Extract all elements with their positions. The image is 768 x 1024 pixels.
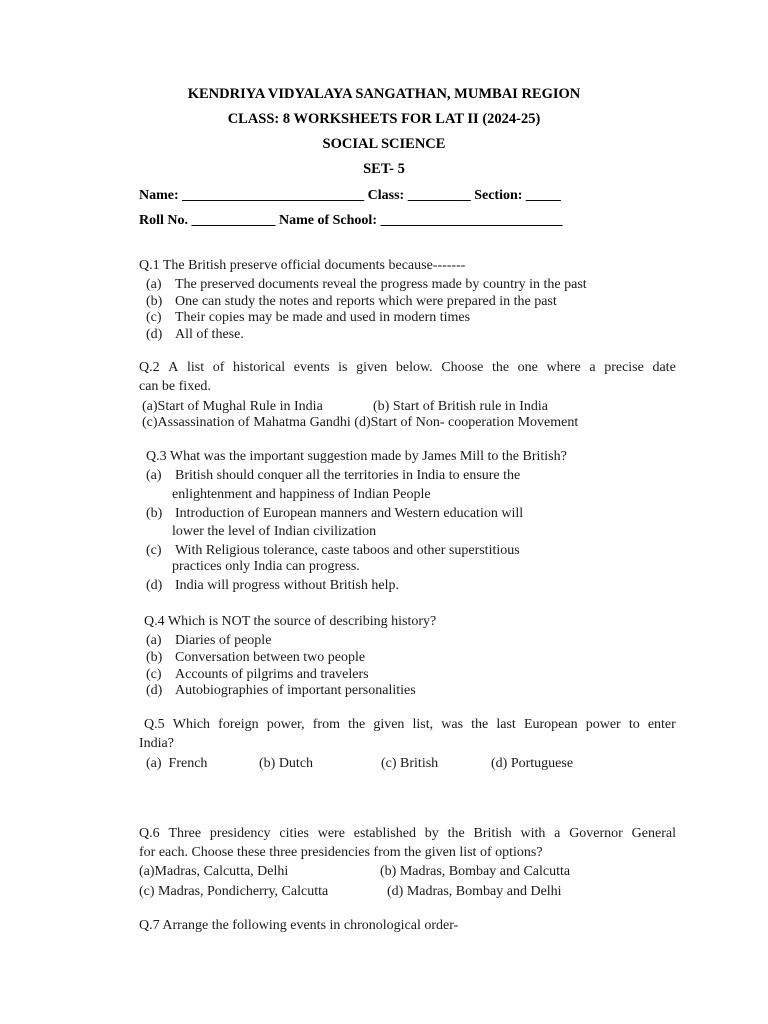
q4-option-b: (b) Conversation between two people <box>146 650 366 665</box>
q1-option-b: (b) One can study the notes and reports which were prepared in the past <box>146 294 557 309</box>
q6-option-b: (b) Madras, Bombay and Calcutta <box>380 864 571 879</box>
q3-question: Q.3 What was the important suggestion made by James Mill to the British? <box>146 449 567 464</box>
name-class-section-row: Name: __________________________ Class: _________ Section: _____ <box>139 188 561 203</box>
q3-option-b: (b) Introduction of European manners and Western education will <box>146 506 524 521</box>
worksheet-title: CLASS: 8 WORKSHEETS FOR LAT II (2024-25) <box>227 111 541 127</box>
q4-option-c: (c) Accounts of pilgrims and travelers <box>146 667 369 682</box>
school-title: KENDRIYA VIDYALAYA SANGATHAN, MUMBAI REGION <box>187 86 581 102</box>
q5-option-c: (c) British <box>381 756 439 771</box>
q4-question: Q.4 Which is NOT the source of describing history? <box>144 614 437 629</box>
q5-question: Q.5 Which foreign power, from the given list, was the last European power to enter <box>144 717 676 732</box>
q3-option-d: (d) India will progress without British help. <box>146 578 399 593</box>
q2-question: Q.2 A list of historical events is given below. Choose the one where a precise date <box>139 360 676 375</box>
q1-option-c: (c) Their copies may be made and used in modern times <box>146 310 471 325</box>
q3-option-b-cont: lower the level of Indian civilization <box>172 524 377 539</box>
q2-option-a: (a)Start of Mughal Rule in India <box>142 399 323 414</box>
q3-option-c-cont: practices only India can progress. <box>172 559 360 574</box>
q1-option-a: (a) The preserved documents reveal the progress made by country in the past <box>146 277 587 292</box>
q2-option-b: (b) Start of British rule in India <box>373 399 548 414</box>
q4-option-a: (a) Diaries of people <box>146 633 272 648</box>
q1-option-d: (d) All of these. <box>146 327 244 342</box>
q3-option-a: (a) British should conquer all the territories in India to ensure the <box>146 468 521 483</box>
q2-options-c-d: (c)Assassination of Mahatma Gandhi (d)Start of Non- cooperation Movement <box>142 415 579 430</box>
q6-option-c: (c) Madras, Pondicherry, Calcutta <box>139 884 329 899</box>
q3-option-c: (c) With Religious tolerance, caste taboos and other superstitious <box>146 543 520 558</box>
q7-question: Q.7 Arrange the following events in chronological order- <box>139 918 459 933</box>
q6-option-a: (a)Madras, Calcutta, Delhi <box>139 864 289 879</box>
roll-school-row: Roll No. ____________ Name of School: __________________________ <box>139 213 563 228</box>
q5-question-end: India? <box>139 736 174 751</box>
q6-option-d: (d) Madras, Bombay and Delhi <box>387 884 562 899</box>
q5-option-d: (d) Portuguese <box>491 756 574 771</box>
q5-option-a: (a) French <box>146 756 208 771</box>
q6-question-end: for each. Choose these three presidencies from the given list of options? <box>139 845 543 860</box>
q4-option-d: (d) Autobiographies of important personalities <box>146 683 416 698</box>
set-title: SET- 5 <box>363 161 405 177</box>
q1-question: Q.1 The British preserve official documents because------- <box>139 258 466 273</box>
q2-question-end: can be fixed. <box>139 379 211 394</box>
q3-option-a-cont: enlightenment and happiness of Indian People <box>172 487 431 502</box>
subject-title: SOCIAL SCIENCE <box>322 136 446 152</box>
q5-option-b: (b) Dutch <box>259 756 314 771</box>
q6-question: Q.6 Three presidency cities were established by the British with a Governor General <box>139 826 676 841</box>
